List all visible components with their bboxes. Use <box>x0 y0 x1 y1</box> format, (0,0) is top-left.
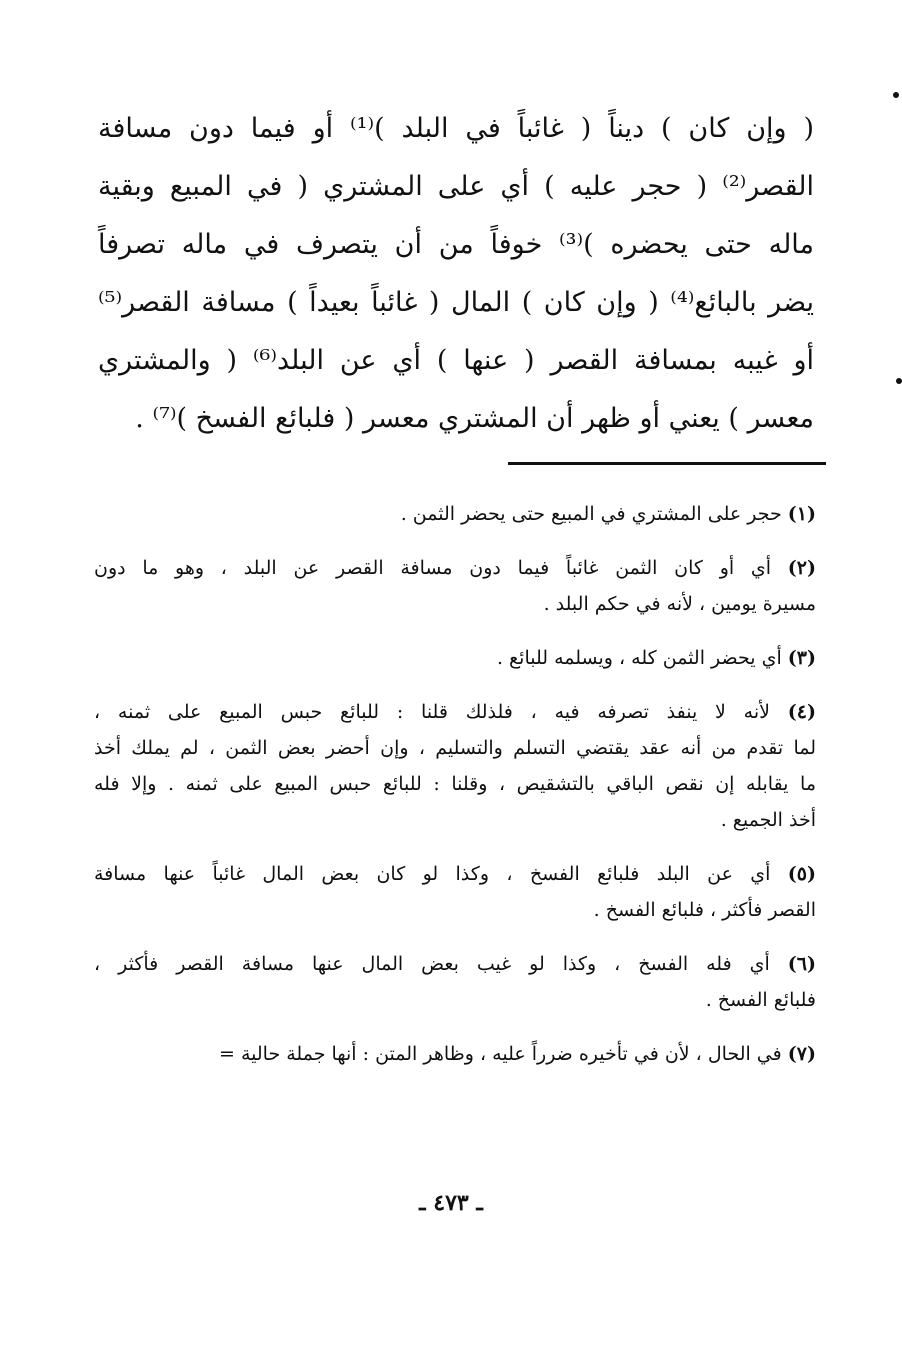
footnotes <box>94 496 816 1090</box>
footnote <box>94 550 816 622</box>
footnote-text: لأنه لا ينفذ تصرفه فيه ، فلذلك قلنا : للبائع حبس المبيع على ثمنه ، <box>94 701 770 723</box>
footnote-text: أي فله الفسخ ، وكذا لو غيب بعض المال عنها مسافة القصر فأكثر ، <box>94 953 770 975</box>
footnote-number: (٧) <box>787 1043 816 1065</box>
footnote <box>94 640 816 676</box>
main-text-line: يضر بالبائع⁽⁴⁾ ( وإن كان ) المال ( غائباً بعيداً ) مسافة القصر⁽⁵⁾ <box>98 287 814 318</box>
page-number: ـ ٤٧٣ ـ <box>419 1190 483 1216</box>
margin-mark-middle <box>896 378 902 384</box>
footnote-text: في الحال ، لأن في تأخيره ضرراً عليه ، وظاهر المتن : أنها جملة حالية = <box>218 1043 782 1065</box>
footnote <box>94 1036 816 1072</box>
footnote-line <box>94 946 816 982</box>
footnote-line <box>94 1036 816 1072</box>
footnote-line: فلبائع الفسخ . <box>705 989 816 1011</box>
footnote-number: (١) <box>787 503 816 525</box>
footnote-number: (٥) <box>787 863 816 885</box>
main-text-line: أو غيبه بمسافة القصر ( عنها ) أي عن البلد⁽⁶⁾ ( والمشتري <box>98 345 814 376</box>
footnote-text: أي أو كان الثمن غائباً فيما دون مسافة القصر عن البلد ، وهو ما دون <box>94 557 772 579</box>
footnote-number: (٢) <box>787 557 817 579</box>
footnote-line <box>94 496 816 532</box>
main-text-line: ( وإن كان ) ديناً ( غائباً في البلد )⁽¹⁾ أو فيما دون مسافة <box>98 113 814 144</box>
main-text <box>98 100 814 448</box>
footnote-number: (٦) <box>787 953 816 975</box>
footnote <box>94 946 816 1018</box>
footnote-line: مسيرة يومين ، لأنه في حكم البلد . <box>543 593 816 615</box>
footnote-separator <box>508 462 826 465</box>
footnote <box>94 496 816 532</box>
footnote-text: أي عن البلد فلبائع الفسخ ، وكذا لو كان بعض المال غائباً عنها مسافة <box>94 863 771 885</box>
footnote <box>94 856 816 928</box>
footnote-line: لما تقدم من أنه عقد يقتضي التسلم والتسليم ، وإن أحضر بعض الثمن ، لم يملك أخذ <box>94 737 816 759</box>
footnote-line <box>94 694 816 730</box>
footnote-line: القصر فأكثر ، فلبائع الفسخ . <box>593 899 816 921</box>
footnote-line <box>94 550 816 586</box>
footnote-text: أي يحضر الثمن كله ، ويسلمه للبائع . <box>496 647 782 669</box>
main-text-line: معسر ) يعني أو ظهر أن المشتري معسر ( فلبائع الفسخ )⁽⁷⁾ . <box>135 403 814 434</box>
footnote <box>94 694 816 838</box>
main-text-line: ماله حتى يحضره )⁽³⁾ خوفاً من أن يتصرف في ماله تصرفاً <box>98 229 814 260</box>
footnote-line <box>94 640 816 676</box>
footnote-number: (٤) <box>787 701 816 723</box>
footnote-line: ما يقابله إن نقص الباقي بالتشقيص ، وقلنا : للبائع حبس المبيع على ثمنه . وإلا فله <box>94 773 816 795</box>
footnote-line <box>94 856 816 892</box>
footnote-line: أخذ الجميع . <box>720 809 816 831</box>
main-text-line: القصر⁽²⁾ ( حجر عليه ) أي على المشتري ( في المبيع وبقية <box>98 171 814 202</box>
footnote-text: حجر على المشتري في المبيع حتى يحضر الثمن . <box>400 503 782 525</box>
margin-mark-top <box>893 92 899 98</box>
footnote-number: (٣) <box>787 647 816 669</box>
